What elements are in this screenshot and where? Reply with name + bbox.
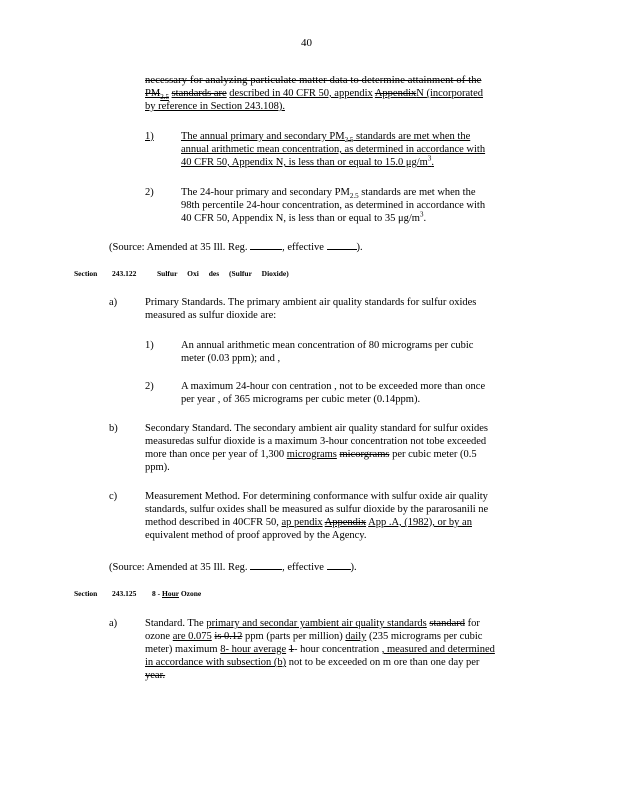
item-b-line-4: ppm). — [145, 462, 170, 473]
text: ). — [350, 562, 357, 573]
text: (235 micrograms per cubic — [369, 631, 483, 642]
struck-text: Appendix — [374, 88, 417, 99]
text: . — [431, 157, 434, 168]
struck-text: 1 — [288, 644, 294, 655]
source-note-1 — [109, 241, 363, 254]
page-number: 40 — [301, 37, 312, 49]
item-ozone-line-2 — [145, 630, 482, 643]
item-b-line-1: Secondary Standard. The secondary ambient air quality standard for sulfur oxides — [145, 423, 488, 434]
item-a-number: a) — [109, 297, 118, 308]
item-2-line-1 — [181, 186, 476, 199]
blank-line — [327, 249, 357, 250]
item-b-line-2: measuredas sulfur dioxide is a maximum 3-hour concentration not tobe exceeded — [145, 436, 487, 447]
underlined-text: ap pendix — [281, 517, 323, 528]
item-1-line-2: annual arithmetic mean concentration, as determined in accordance with — [181, 144, 486, 155]
superscript: 3 — [419, 210, 424, 219]
text: method described in 40CFR 50, — [145, 517, 279, 528]
item-ozone-line-4 — [145, 656, 479, 669]
underlined-text: described in 40 CFR 50, appendix — [229, 88, 373, 99]
text: for — [467, 618, 480, 629]
struck-text: standards are — [171, 88, 227, 99]
text: 40 CFR 50, Appendix N, is less than or equal to 35 μg/m — [181, 213, 420, 224]
struck-text: micorgrams — [339, 449, 390, 460]
text: The annual primary and secondary PM — [181, 131, 345, 142]
text: more than once per year of 1,300 — [145, 449, 285, 460]
text: meter) maximum — [145, 644, 218, 655]
item-b-number: b) — [109, 423, 118, 434]
continuation-line-3: by reference in Section 243.108). — [145, 101, 285, 112]
underlined-text: Hour — [162, 589, 179, 598]
text: . — [423, 213, 427, 224]
item-1-line-3 — [181, 156, 434, 169]
text: not to be exceeded on m ore than one day per — [288, 657, 480, 668]
subscript: 2.5 — [344, 136, 354, 145]
item-ozone-line-3 — [145, 643, 495, 656]
text: The 24-hour primary and secondary PM — [181, 187, 350, 198]
item-a2-number: 2) — [145, 381, 154, 392]
item-1-line-1 — [181, 130, 470, 143]
continuation-line-2 — [145, 87, 483, 100]
item-a-line-2: measured as sulfur dioxide are: — [145, 310, 277, 321]
struck-text: standard — [429, 618, 465, 629]
underlined-text: App .A, (1982), or by an — [368, 517, 472, 528]
item-a2-line-1: A maximum 24-hour con centration , not to be exceeded more than once — [181, 381, 486, 392]
section-label: Section — [74, 589, 98, 598]
blank-line — [250, 569, 282, 570]
item-c-line-2: standards, sulfur oxides shall be measured as sulfur dioxide by the pararosanili ne — [145, 504, 489, 515]
underlined-text: , measured and determined — [381, 644, 495, 655]
item-ozone-line-1 — [145, 617, 480, 630]
section-number: 243.122 — [112, 269, 137, 278]
text: Standard. The — [145, 618, 204, 629]
text: , effective — [282, 562, 324, 573]
item-2-line-2: 98th percentile 24-hour concentration, as determined in accordance with — [181, 200, 486, 211]
superscript: 3 — [427, 154, 432, 163]
text: - hour concentration — [294, 644, 380, 655]
text: ppm (parts per million) — [245, 631, 343, 642]
item-ozone-number: a) — [109, 618, 118, 629]
subscript: 2.5 — [349, 192, 359, 201]
item-c-line-4: equivalent method of proof approved by the Agency. — [145, 530, 367, 541]
section-number: 243.125 — [112, 589, 137, 598]
text: 40 CFR 50, Appendix N, is less than or equal to 15.0 μg/m — [181, 157, 428, 168]
underlined-text: daily — [345, 631, 367, 642]
text: Ozone — [180, 589, 202, 598]
item-b-line-3 — [145, 448, 477, 461]
item-1-number: 1) — [145, 131, 154, 142]
pm-text: PM — [145, 88, 161, 99]
struck-text: is 0.12 — [214, 631, 243, 642]
text: standards are met when the — [355, 131, 471, 142]
struck-text: Appendix — [324, 517, 367, 528]
underlined-text: are 0.075 — [172, 631, 212, 642]
source-note-2 — [109, 561, 357, 574]
text: standards are met when the — [361, 187, 476, 198]
underlined-text: N (incorporated — [416, 88, 484, 99]
text: ozone — [145, 631, 171, 642]
item-c-number: c) — [109, 491, 118, 502]
item-a2-line-2: per year , of 365 micrograms per cubic meter (0.14ppm). — [181, 394, 421, 405]
blank-line — [250, 249, 282, 250]
text: (Source: Amended at 35 Ill. Reg. — [109, 562, 248, 573]
underlined-text: micrograms — [286, 449, 337, 460]
pm-subscript: 2.5 — [160, 93, 169, 102]
text: 8 - — [152, 589, 161, 598]
section-title: Sulfur Oxi des (Sulfur Dioxide) — [157, 269, 289, 278]
text: (Source: Amended at 35 Ill. Reg. — [109, 242, 248, 253]
item-a1-line-1: An annual arithmetic mean concentration of 80 micrograms per cubic — [181, 340, 474, 351]
item-a1-line-2: meter (0.03 ppm); and , — [181, 353, 281, 364]
item-c-line-3 — [145, 516, 472, 529]
continuation-line-1: necessary for analyzing particulate matter data to determine attainment of the — [145, 75, 482, 86]
item-ozone-line-5: year. — [145, 670, 166, 681]
text: per cubic meter (0.5 — [392, 449, 477, 460]
underlined-text: in accordance with subsection (b) — [145, 657, 287, 668]
item-2-number: 2) — [145, 187, 154, 198]
item-a-line-1: Primary Standards. The primary ambient air quality standards for sulfur oxides — [145, 297, 477, 308]
item-a1-number: 1) — [145, 340, 154, 351]
text: ). — [356, 242, 363, 253]
text: , effective — [282, 242, 324, 253]
item-2-line-3 — [181, 212, 426, 225]
underlined-text: primary and secondar yambient air quality standards — [206, 618, 427, 629]
section-title — [152, 589, 201, 599]
item-c-line-1: Measurement Method. For determining conformance with sulfur oxide air quality — [145, 491, 488, 502]
underlined-text: 8- hour average — [220, 644, 287, 655]
blank-line — [327, 569, 351, 570]
section-label: Section — [74, 269, 98, 278]
